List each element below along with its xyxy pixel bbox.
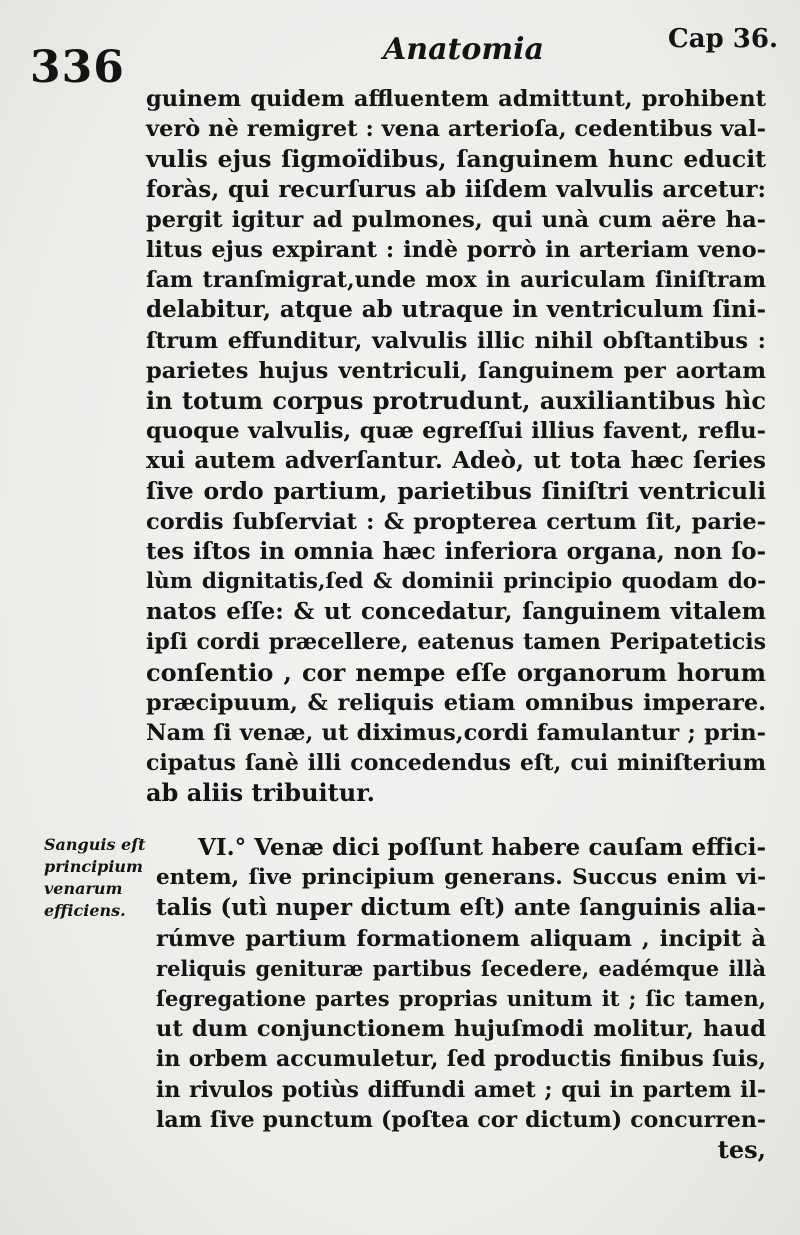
text-line: cordis ſubſerviat : & propterea certum ſit, parie-: [146, 508, 766, 535]
margin-note: [44, 834, 144, 922]
text-line: conſentio , cor nempe eſſe organorum horum: [146, 657, 766, 687]
section-line: reliquis genituræ partibus ſecedere, eadémque illà: [156, 955, 766, 981]
section-line: entem, ſive principium generans. Succus enim vi-: [156, 865, 766, 891]
margin-note-line: Sanguis eſt: [44, 835, 146, 854]
section-line: VI.° Venæ dici poſſunt habere cauſam effici-: [198, 834, 766, 861]
text-line: foràs, qui recurſurus ab iiſdem valvulis arcetur:: [146, 175, 766, 203]
section-line: rúmve partium formationem aliquam , incipit à: [156, 925, 766, 952]
text-line: ſtrum effunditur, valvulis illic nihil obſtantibus :: [146, 327, 766, 354]
text-line: Nam ſi venæ, ut diximus,cordi famulantur ; prin-: [146, 719, 766, 746]
text-line: vulis ejus ſigmoïdibus, ſanguinem hunc educit: [146, 145, 766, 174]
running-title: Anatomia: [383, 32, 544, 67]
section-line: in orbem accumuletur, ſed productis finibus ſuis,: [156, 1046, 766, 1073]
text-line: verò nè remigret : vena arterioſa, cedentibus val-: [146, 116, 766, 143]
catchword: tes,: [717, 1134, 766, 1164]
main-text: [146, 84, 766, 809]
text-line: cipatus ſanè illi concedendus eſt, cui miniſterium: [146, 750, 766, 777]
text-line: ab aliis tribuitur.: [146, 778, 375, 808]
text-line: xui autem adverſantur. Adeò, ut tota hæc ſeries: [146, 447, 766, 475]
chapter-reference: Cap 36.: [668, 24, 779, 54]
text-line: lùm dignitatis,ſed & dominii principio quodam do-: [146, 569, 766, 594]
text-line: natos eſſe: & ut concedatur, ſanguinem vitalem: [146, 598, 766, 626]
text-line: præcipuum, & reliquis etiam omnibus imperare.: [146, 689, 766, 716]
text-line: ipſi cordi præcellere, eatenus tamen Peripateticis: [146, 629, 766, 656]
text-line: ſam tranſmigrat,unde mox in auriculam ſiniſtram: [146, 267, 766, 294]
margin-note-line: venarum: [44, 879, 123, 898]
text-line: quoque valvulis, quæ egreſſui illius favent, reflu-: [146, 418, 766, 445]
text-line: delabitur, atque ab utraque in ventriculum ſini-: [146, 296, 766, 324]
section-line: lam ſive punctum (poſtea cor dictum) concurren-: [156, 1106, 766, 1133]
text-line: parietes hujus ventriculi, ſanguinem per aortam: [146, 357, 766, 384]
section-line: ut dum conjunctionem hujuſmodi molitur, haud: [156, 1016, 766, 1043]
text-line: guinem quidem affluentem admittunt, prohibent: [146, 86, 766, 112]
margin-note-line: efficiens.: [44, 901, 126, 920]
section-line: talis (utì nuper dictum eſt) ante ſanguinis alia-: [156, 894, 766, 922]
text-line: tes iſtos in omnia hæc inferiora organa, non ſo-: [146, 537, 766, 565]
text-line: ſive ordo partium, parietibus ſiniſtri ventriculi: [146, 477, 766, 506]
section-text: [156, 833, 766, 1165]
section-line: ſegregatione partes proprias unitum it ; ſic tamen,: [156, 985, 766, 1011]
text-line: pergit igitur ad pulmones, qui unà cum aëre ha-: [146, 206, 766, 233]
section-line: in rivulos potiùs diffundi amet ; qui in partem il-: [156, 1076, 766, 1103]
text-line: litus ejus expirant : indè porrò in arteriam veno-: [146, 236, 766, 263]
text-line: in totum corpus protrudunt, auxiliantibus hìc: [146, 385, 766, 415]
page-number: 336: [30, 42, 125, 93]
margin-note-line: principium: [44, 857, 143, 876]
